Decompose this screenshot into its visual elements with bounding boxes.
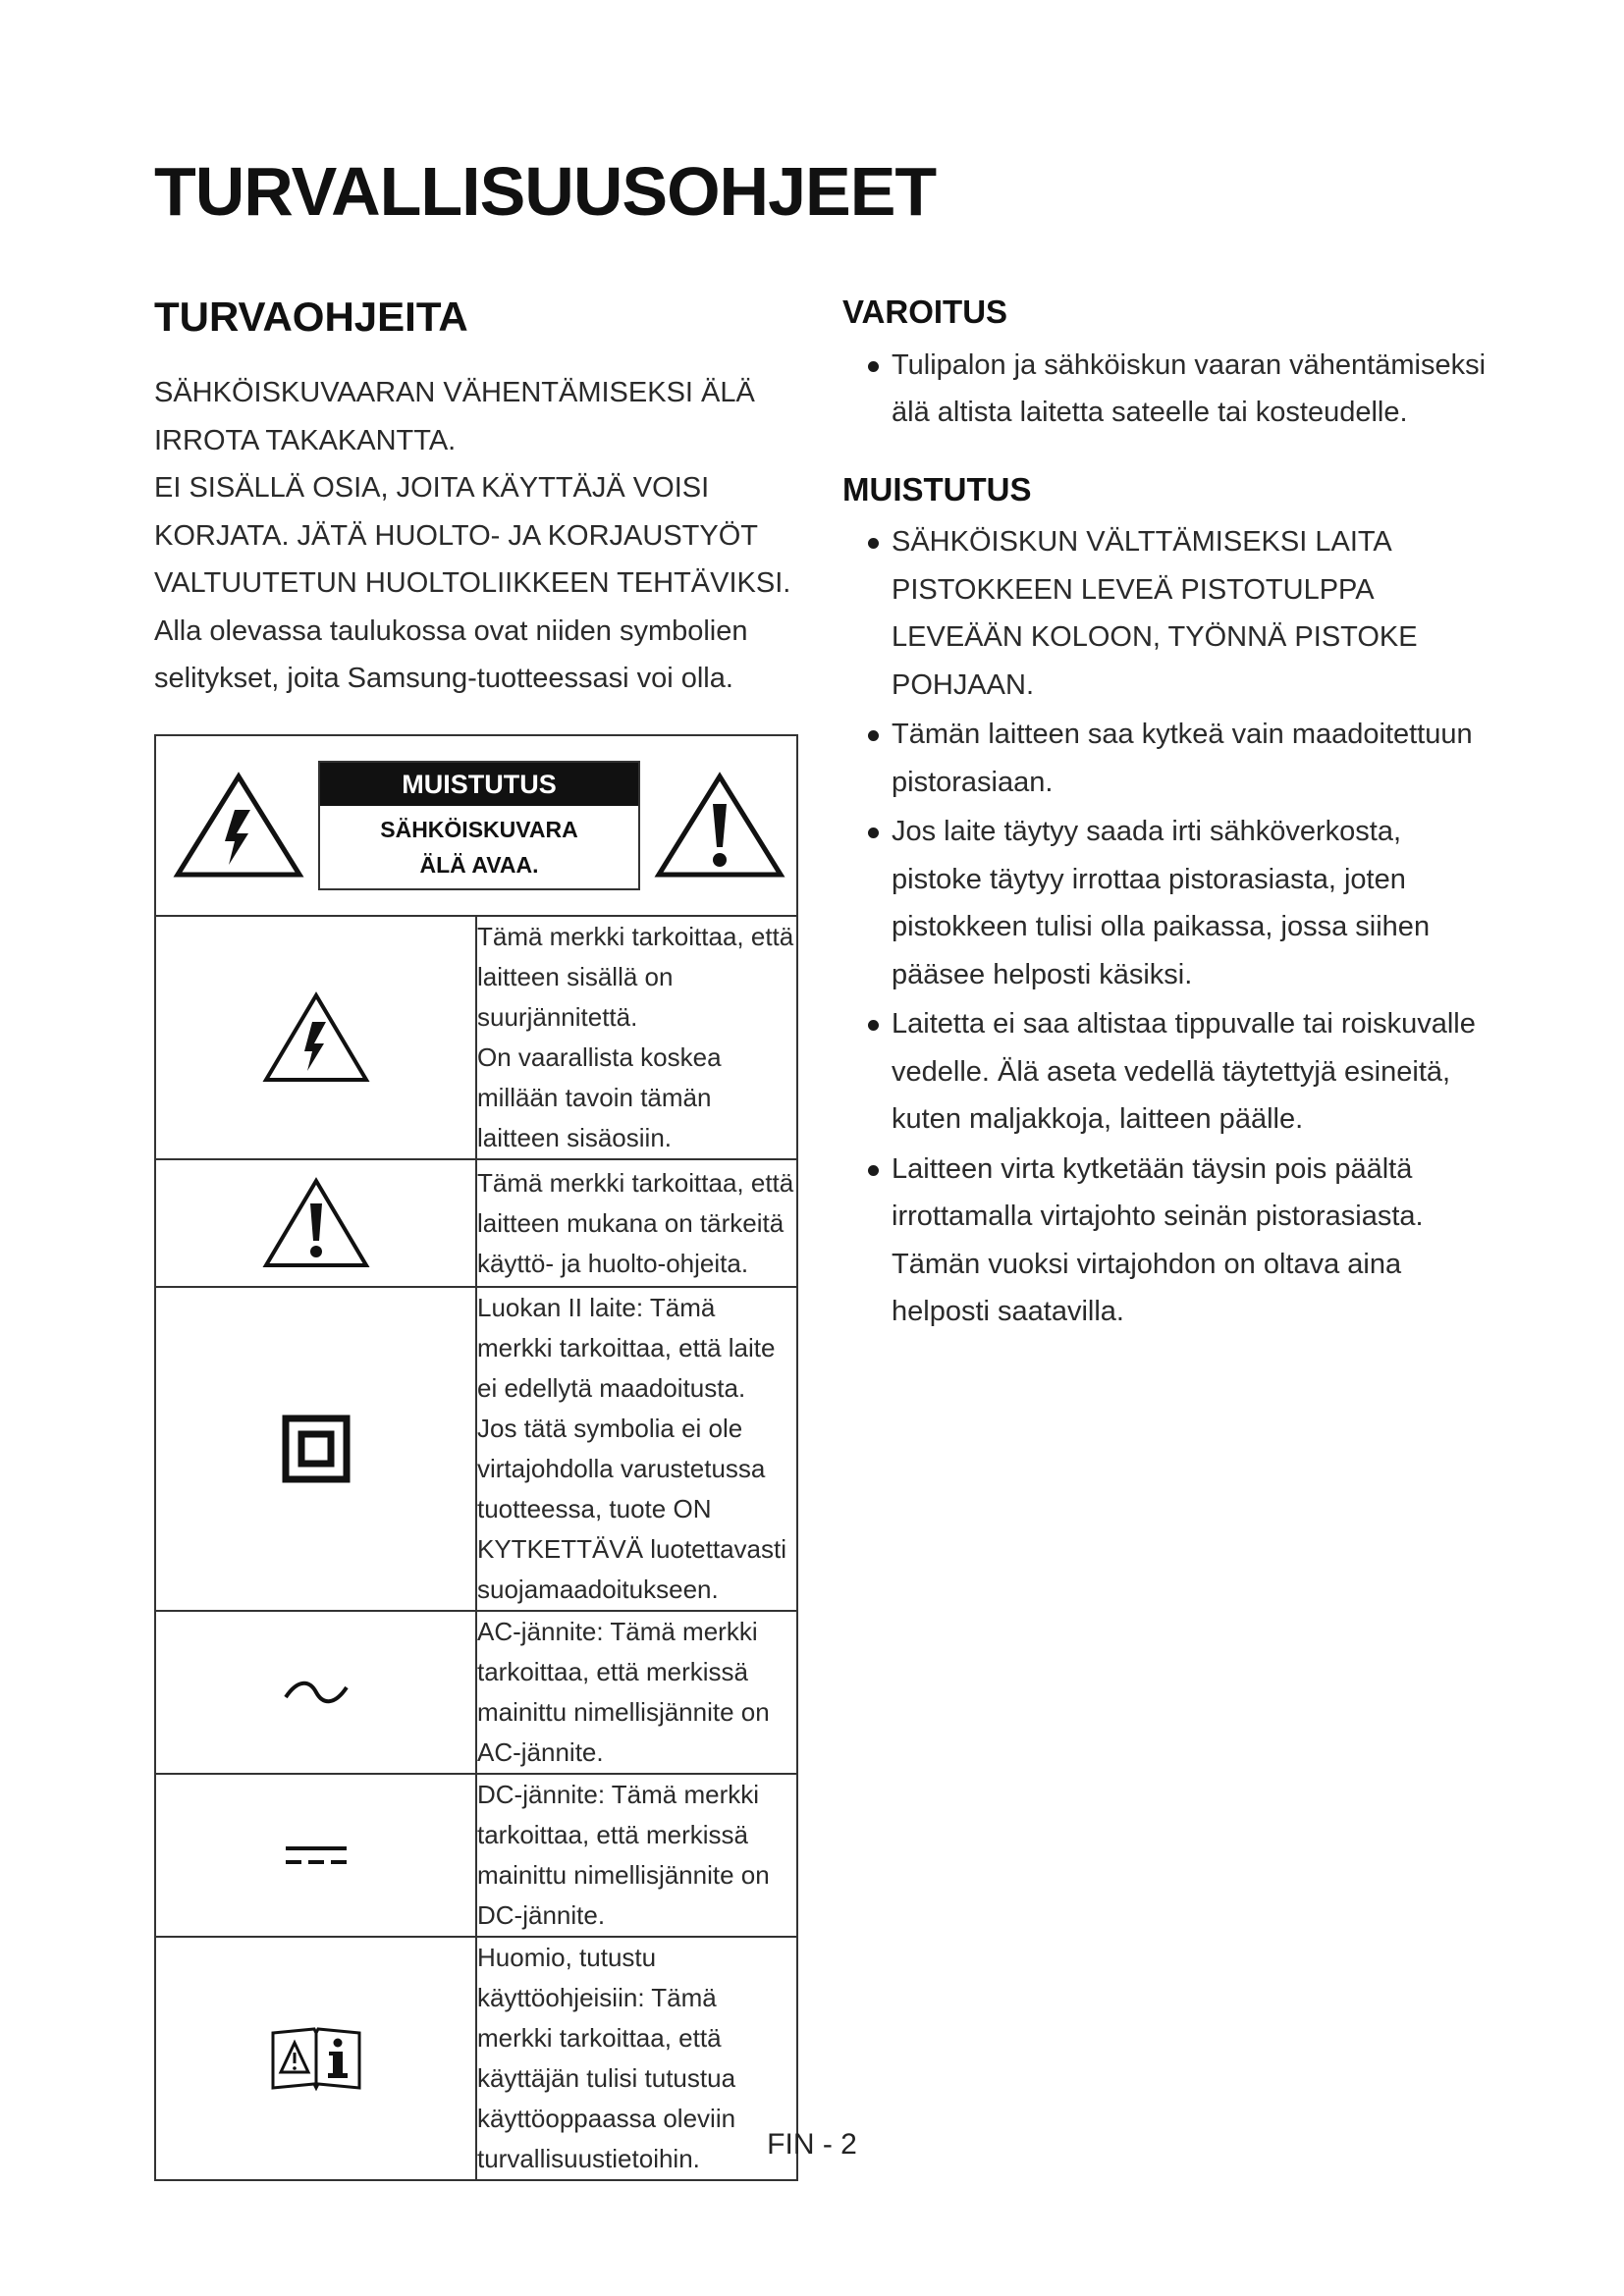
- row-icon-cell: [155, 1159, 476, 1287]
- dc-lines-icon: [156, 1842, 475, 1868]
- row-icon-cell: [155, 1287, 476, 1611]
- list-item: Jos laite täytyy saada irti sähköverkosta, pistoke täytyy irrottaa pistorasiasta, joten pistokkeen tulisi olla paikassa, jossa siihen pääsee helposti käsiksi.: [842, 808, 1490, 998]
- table-header-row: [155, 735, 797, 916]
- row-text-cell: [476, 1287, 797, 1611]
- row-text: Tämä merkki tarkoittaa, että laitteen sisällä on suurjännitettä.: [477, 922, 794, 1032]
- intro-paragraph: Alla olevassa taulukossa ovat niiden symbolien selitykset, joita Samsung-tuotteessasi voi olla.: [154, 614, 748, 695]
- notice-title: MUISTUTUS: [320, 763, 638, 806]
- row-icon-cell: [155, 1774, 476, 1937]
- warning-heading: VAROITUS: [842, 294, 1008, 330]
- list-item: SÄHKÖISKUN VÄLTTÄMISEKSI LAITA PISTOKKEEN LEVEÄ PISTOTULPPA LEVEÄÄN KOLOON, TYÖNNÄ PISTOKE POHJAAN.: [842, 518, 1490, 709]
- manual-info-icon: [156, 2023, 475, 2094]
- warnings-column: [842, 293, 1490, 1338]
- list-item: Laitteen virta kytketään täysin pois päältä irrottamalla virtajohto seinän pistorasiasta. Tämän vuoksi virtajohdon on oltava aina helposti saatavilla.: [842, 1146, 1490, 1336]
- lightning-triangle-icon: [172, 771, 305, 881]
- list-item: Tämän laitteen saa kytkeä vain maadoitettuun pistorasiaan.: [842, 711, 1490, 806]
- exclamation-triangle-icon: [156, 1176, 475, 1270]
- safety-intro: [154, 369, 802, 703]
- lightning-triangle-icon: [156, 990, 475, 1085]
- row-text: Huomio, tutustu käyttöohjeisiin: Tämä merkki tarkoittaa, että käyttäjän tulisi tutustua käyttöoppaassa oleviin turvallisuustietoihin.: [477, 1943, 736, 2173]
- ac-wave-icon: [156, 1678, 475, 1707]
- row-text: Luokan II laite: Tämä merkki tarkoittaa, että laite ei edellytä maadoitusta.: [477, 1293, 776, 1403]
- row-text-cell: [476, 916, 797, 1159]
- notice-box: [318, 761, 640, 890]
- row-text-cell: [476, 1611, 797, 1774]
- safety-column: [154, 294, 802, 703]
- symbols-table: [154, 734, 798, 2181]
- page-number: FIN - 2: [767, 2128, 857, 2161]
- intro-paragraph: EI SISÄLLÄ OSIA, JOITA KÄYTTÄJÄ VOISI KORJATA. JÄTÄ HUOLTO- JA KORJAUSTYÖT VALTUUTETUN HUOLTOLIIKKEEN TEHTÄVIKSI.: [154, 472, 791, 600]
- row-text: On vaarallista koskea millään tavoin tämän laitteen sisäosiin.: [477, 1042, 722, 1152]
- caution-heading: MUISTUTUS: [842, 470, 1032, 507]
- caution-list: [842, 518, 1490, 1336]
- row-icon-cell: [155, 1611, 476, 1774]
- row-text-cell: [476, 1774, 797, 1937]
- row-icon-cell: [155, 916, 476, 1159]
- double-square-icon: [156, 1415, 475, 1483]
- notice-line: SÄHKÖISKUVARA: [380, 817, 578, 842]
- row-text: DC-jännite: Tämä merkki tarkoittaa, että merkissä mainittu nimellisjännite on DC-jännite.: [477, 1780, 770, 1930]
- row-text: Tämä merkki tarkoittaa, että laitteen mukana on tärkeitä käyttö- ja huolto-ohjeita.: [477, 1167, 794, 1278]
- table-header-cell: [155, 735, 797, 916]
- row-text: AC-jännite: Tämä merkki tarkoittaa, että merkissä mainittu nimellisjännite on AC-jännite.: [477, 1617, 770, 1767]
- row-text-cell: [476, 1159, 797, 1287]
- list-item: Tulipalon ja sähköiskun vaaran vähentämiseksi älä altista laitetta sateelle tai kosteudelle.: [842, 342, 1490, 437]
- intro-paragraph: SÄHKÖISKUVAARAN VÄHENTÄMISEKSI ÄLÄ IRROTA TAKAKANTTA.: [154, 377, 755, 456]
- table-row: [155, 1774, 797, 1937]
- table-row: [155, 1159, 797, 1287]
- table-row: [155, 1287, 797, 1611]
- exclamation-triangle-icon: [653, 771, 786, 881]
- page-title: TURVALLISUUSOHJEET: [154, 153, 937, 230]
- warning-list: [842, 342, 1490, 437]
- table-row: [155, 916, 797, 1159]
- list-item: Laitetta ei saa altistaa tippuvalle tai roiskuvalle vedelle. Älä aseta vedellä täytettyjä esineitä, kuten maljakkoja, laitteen päälle.: [842, 1000, 1490, 1144]
- table-row: [155, 1611, 797, 1774]
- notice-line: ÄLÄ AVAA.: [419, 852, 539, 878]
- row-text: Jos tätä symbolia ei ole virtajohdolla varustetussa tuotteessa, tuote ON KYTKETTÄVÄ luotettavasti suojamaadoitukseen.: [477, 1414, 787, 1604]
- safety-heading: TURVAOHJEITA: [154, 294, 468, 340]
